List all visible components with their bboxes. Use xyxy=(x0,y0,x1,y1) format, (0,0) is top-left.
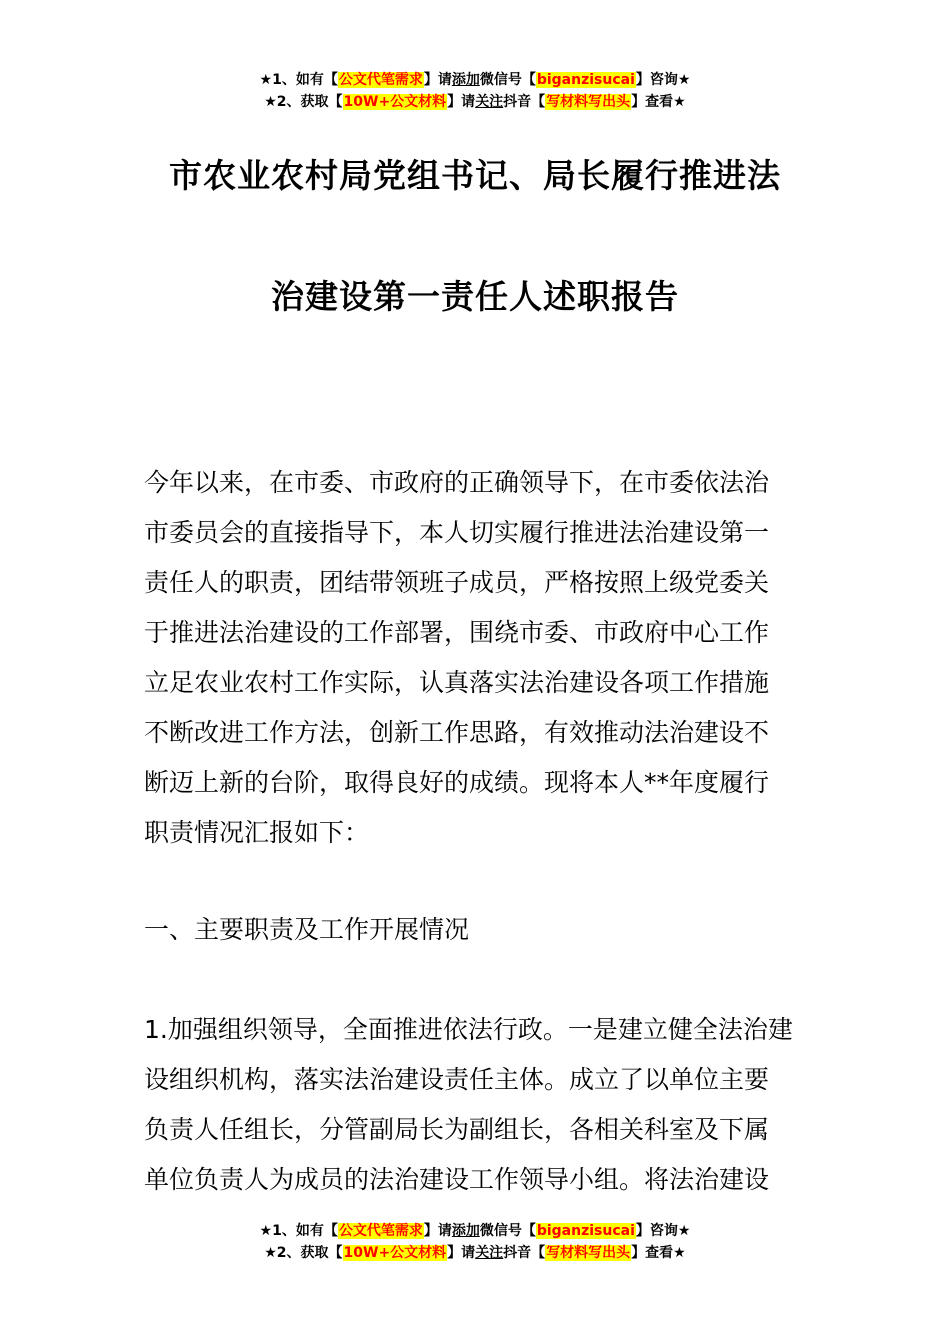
notice-highlight: 公文代笔需求 xyxy=(338,1223,423,1239)
paragraph-line: 负责人任组长，分管副局长为副组长，各相关科室及下属 xyxy=(144,1115,770,1144)
notice-text: 】咨询★ xyxy=(635,1223,691,1239)
notice-text: 】查看★ xyxy=(631,1245,686,1261)
notice-text: ★1、如有【 xyxy=(259,72,338,88)
notice-line-1 xyxy=(0,69,950,91)
notice-text: ★2、获取【 xyxy=(264,1245,343,1261)
notice-text: 】咨询★ xyxy=(635,72,691,88)
notice-highlight: 10W+公文材料 xyxy=(343,1245,447,1261)
paragraph-line: 于推进法治建设的工作部署，围绕市委、市政府中心工作 xyxy=(144,618,770,647)
notice-text: ★1、如有【 xyxy=(259,1223,338,1239)
paragraph-line: 设组织机构，落实法治建设责任主体。成立了以单位主要 xyxy=(144,1065,770,1094)
notice-text: 】请 xyxy=(423,72,452,88)
notice-text: 微信号【 xyxy=(479,72,536,88)
wechat-id: biganzisucai xyxy=(536,1223,635,1239)
paragraph-line: 单位负责人为成员的法治建设工作领导小组。将法治建设 xyxy=(144,1165,770,1194)
paragraph-line: 市委员会的直接指导下，本人切实履行推进法治建设第一 xyxy=(144,518,770,547)
notice-line-2 xyxy=(0,1242,950,1264)
paragraph-line: 职责情况汇报如下： xyxy=(144,818,370,847)
notice-highlight: 公文代笔需求 xyxy=(338,72,423,88)
paragraph-line: 今年以来，在市委、市政府的正确领导下，在市委依法治 xyxy=(144,468,770,497)
paragraph-line: 1.加强组织领导，全面推进依法行政。一是建立健全法治建 xyxy=(144,1015,793,1044)
notice-underlined: 关注 xyxy=(475,94,504,110)
wechat-id: biganzisucai xyxy=(536,72,635,88)
notice-underlined: 添加 xyxy=(451,72,480,88)
paragraph-section-1 xyxy=(144,1005,809,1205)
paragraph-intro xyxy=(144,458,809,858)
notice-text: ★2、获取【 xyxy=(264,94,343,110)
notice-text: 】查看★ xyxy=(631,94,686,110)
notice-text: 】请 xyxy=(423,1223,452,1239)
notice-text: 】请 xyxy=(447,94,476,110)
douyin-id: 写材料写出头 xyxy=(546,94,631,110)
section-heading-text: 一、主要职责及工作开展情况 xyxy=(144,915,470,944)
paragraph-line: 立足农业农村工作实际，认真落实法治建设各项工作措施 xyxy=(144,668,770,697)
paragraph-line: 责任人的职责，团结带领班子成员，严格按照上级党委关 xyxy=(144,568,770,597)
section-heading xyxy=(144,905,809,955)
notice-text: 抖音【 xyxy=(503,1245,546,1261)
notice-text: 抖音【 xyxy=(503,94,546,110)
notice-line-2 xyxy=(0,91,950,113)
document-title-line-1: 市农业农村局党组书记、局长履行推进法 xyxy=(169,156,781,195)
douyin-id: 写材料写出头 xyxy=(546,1245,631,1261)
footer-notice xyxy=(0,1220,950,1264)
paragraph-line: 断迈上新的台阶，取得良好的成绩。现将本人**年度履行 xyxy=(144,768,770,797)
notice-text: 】请 xyxy=(447,1245,476,1261)
notice-text: 微信号【 xyxy=(479,1223,536,1239)
paragraph-line: 不断改进工作方法，创新工作思路，有效推动法治建设不 xyxy=(144,718,770,747)
notice-underlined: 添加 xyxy=(451,1223,480,1239)
notice-highlight: 10W+公文材料 xyxy=(343,94,447,110)
document-title-line-2: 治建设第一责任人述职报告 xyxy=(271,277,679,316)
notice-underlined: 关注 xyxy=(475,1245,504,1261)
notice-line-1 xyxy=(0,1220,950,1242)
header-notice xyxy=(0,69,950,113)
